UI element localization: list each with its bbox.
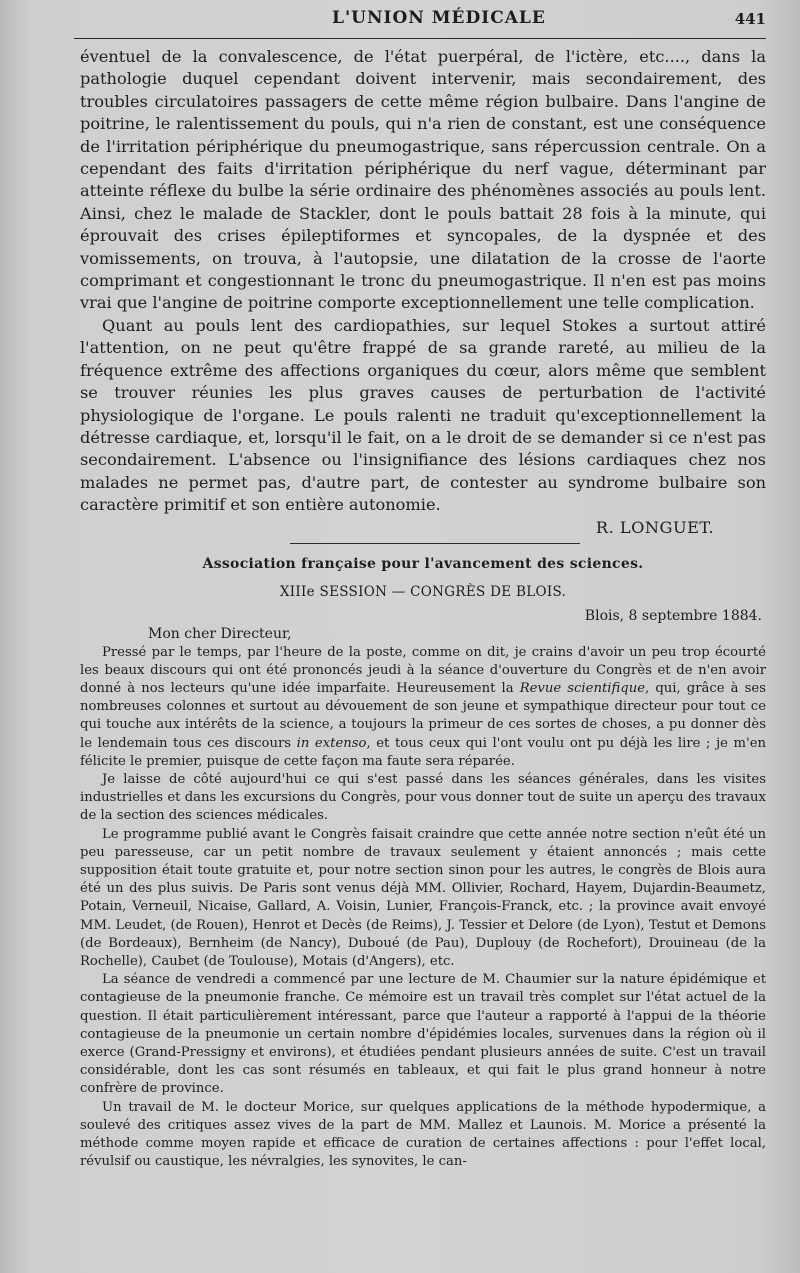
paragraph: La séance de vendredi a commencé par une lecture de M. Chaumier sur la nature épidémique et contagieuse de la pneumonie franche. Ce mémoire est un travail très complet sur l'état actuel de la question. Il était particulièrement intéressant, parce que l'auteur a rapporté à l'appui de la théorie contagieuse de la pneumonie un certain nombre d'épidémies locales, survenues dans la région où il exerce (Grand-Pressigny et environs), et étudiées pendant plusieurs années de suite. C'est un travail considérable, dont les cas sont résumés en tableaux, et qui fait le plus grand honneur à notre confrère de province.	[80, 972, 766, 1097]
latin-phrase: in extenso	[296, 735, 367, 751]
paragraph: Un travail de M. le docteur Morice, sur quelques applications de la méthode hypodermique, a soulevé des critiques assez vives de la part de MM. Mallez et Launois. M. Morice a présenté la méthode comme moyen rapide et efficace de curation de certaines affections : pour l'effet local, révulsif ou caustique, les névralgies, les synovites, le can-	[80, 1099, 766, 1170]
signature-line	[80, 517, 766, 539]
text-run: Pressé par le temps, par l'heure de la poste, comme on dit, je crains d'avoir un peu trop écourté les beaux discours qui ont été prononcés jeudi à la séance d'ouverture du Congrès et de n'en avoir donné à nos lecteurs qu'une idée imparfaite. Heureusement la	[80, 644, 766, 696]
article-title: Association française pour l'avancement des sciences.	[202, 555, 644, 572]
paragraph: éventuel de la convalescence, de l'état puerpéral, de l'ictère, etc...., dans la pathologie duquel cependant doivent intervenir, mais secondairement, des troubles circulatoires passagers de cette même région bulbaire. Dans l'angine de poitrine, le ralentissement du pouls, qui n'a rien de constant, est une conséquence de l'irritation périphérique du pneumogastrique, sans répercussion centrale. On a cependant des faits d'irritation périphérique du nerf vague, déterminant par atteinte réflexe du bulbe la série ordinaire des phénomènes associés au pouls lent. Ainsi, chez le malade de Stackler, dont le pouls battait 28 fois à la minute, qui éprouvait des crises épileptiformes et syncopales, de la dyspnée et des vomissements, on trouva, à l'autopsie, une dilatation de la crosse de l'aorte comprimant et congestionnant le tronc du pneumogastrique. Il n'en est pas moins vrai que l'angine de poitrine comporte exceptionnellement une telle complication.	[80, 47, 766, 313]
article-congres-blois	[80, 556, 766, 1172]
paragraph: Le programme publié avant le Congrès faisait craindre que cette année notre section n'eût été un peu paresseuse, car un petit nombre de travaux seulement y étaient annoncés ; mais cette supposition était toute gratuite et, pour notre section sinon pour les autres, le congrès de Blois aura été un des plus suivis. De Paris sont venus déjà MM. Ollivier, Rochard, Hayem, Dujardin-Beaumetz, Potain, Verneuil, Nicaise, Gallard, A. Voisin, Lunier, François-Franck, etc. ; la province avait envoyé MM. Leudet, (de Rouen), Henrot et Decès (de Reims), J. Tessier et Delore (de Lyon), Testut et Demons (de Bordeaux), Bernheim (de Nancy), Duboué (de Pau), Duplouy (de Rochefort), Drouineau (de la Rochelle), Caubet (de Toulouse), Motais (d'Angers), etc.	[80, 826, 766, 969]
author-signature: R. LONGUET.	[595, 517, 714, 537]
paragraph	[80, 644, 766, 771]
text-run: , qui, grâce à ses nombreuses colonnes et surtout au dévouement de son jeune et sympathique directeur pour tout ce qui touche aux intérêts de la science, a toujours la primeur de ces sortes de choses, a pu donner dès le lendemain tous ces discours	[80, 680, 766, 751]
article-subtitle: XIIIe SESSION — CONGRÈS DE BLOIS.	[279, 583, 567, 600]
text-run: , et tous ceux qui l'ont voulu ont pu déjà les lire ; je m'en félicite le premier, puisque de cette façon ma faute sera réparée.	[80, 735, 766, 769]
header-rule	[74, 38, 766, 39]
article-pouls-lent	[80, 46, 766, 539]
paragraph: Quant au pouls lent des cardiopathies, sur lequel Stokes a surtout attiré l'attention, on ne peut qu'être frappé de sa grande rareté, au milieu de la fréquence extrême des affections organiques du cœur, alors même que semblent se trouver réunies les plus graves causes de perturbation de l'activité physiologique de l'organe. Le pouls ralenti ne traduit qu'exceptionnellement la détresse cardiaque, et, lorsqu'il le fait, on a le droit de se demander si ce n'est pas secondairement. L'absence ou l'insignifiance des lésions cardiaques chez nos malades ne permet pas, d'autre part, de contester au syndrome bulbaire son caractère primitif et son entière autonomie.	[80, 315, 766, 515]
journal-title: Revue scientifique	[519, 680, 646, 696]
salutation: Mon cher Directeur,	[148, 625, 292, 642]
article-separator	[290, 543, 580, 544]
paragraph: Je laisse de côté aujourd'hui ce qui s'est passé dans les séances générales, dans les visites industrielles et dans les excursions du Congrès, pour vous donner tout de suite un aperçu des travaux de la section des sciences médicales.	[80, 771, 766, 824]
page-header	[80, 6, 766, 30]
dateline: Blois, 8 septembre 1884.	[584, 607, 762, 624]
page-number: 441	[734, 10, 766, 28]
running-title: L'UNION MÉDICALE	[332, 8, 546, 28]
